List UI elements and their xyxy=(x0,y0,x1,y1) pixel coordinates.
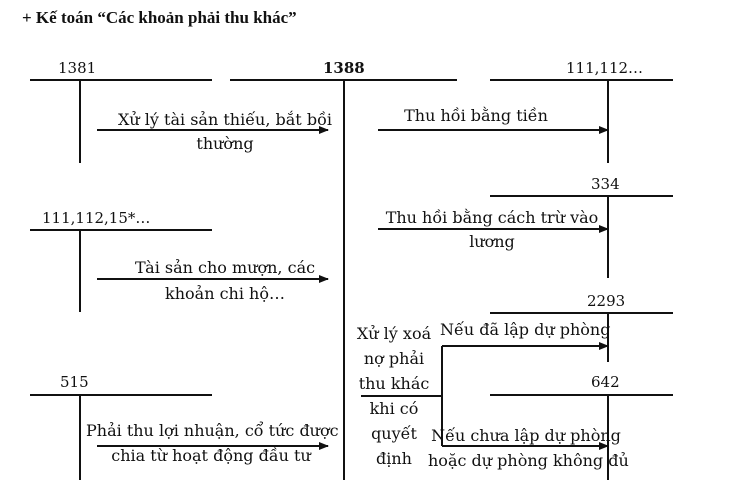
flow-investment-profit-line2: chia từ hoạt động đầu tư xyxy=(111,446,311,465)
account-111-right-label: 111,112… xyxy=(566,59,644,77)
flow-no-provision-line2: hoặc dự phòng không đủ xyxy=(428,451,629,470)
account-111-left-label: 111,112,15*… xyxy=(42,209,151,227)
flow-salary-deduction-line2: lương xyxy=(469,232,515,251)
flow-cash-recovery: Thu hồi bằng tiền xyxy=(404,106,548,125)
account-1381-label: 1381 xyxy=(58,59,97,77)
flow-investment-profit-line1: Phải thu lợi nhuận, cổ tức được xyxy=(86,421,339,440)
account-334-label: 334 xyxy=(591,175,620,193)
flow-asset-shortage-line1: Xử lý tài sản thiếu, bắt bồi xyxy=(118,110,332,129)
flow-write-off-line4: khi có xyxy=(369,399,419,418)
flow-provision-made: Nếu đã lập dự phòng xyxy=(440,320,611,339)
flow-write-off-line5: quyết xyxy=(371,424,417,443)
flow-write-off-line1: Xử lý xoá xyxy=(356,324,432,343)
flow-no-provision-line1: Nếu chưa lập dự phòng xyxy=(431,426,621,445)
flow-write-off-line2: nợ phải xyxy=(363,349,425,368)
flow-asset-lending-line1: Tài sản cho mượn, các xyxy=(134,258,316,277)
account-642-label: 642 xyxy=(591,373,620,391)
account-2293-label: 2293 xyxy=(587,292,626,310)
account-515-label: 515 xyxy=(60,373,89,391)
diagram-title: + Kế toán “Các khoản phải thu khác” xyxy=(22,8,297,27)
flow-asset-shortage-line2: thường xyxy=(196,134,254,153)
flow-salary-deduction-line1: Thu hồi bằng cách trừ vào xyxy=(385,208,599,227)
flow-write-off-line6: định xyxy=(376,449,412,468)
flow-asset-lending-line2: khoản chi hộ… xyxy=(165,284,285,303)
flow-write-off-line3: thu khác xyxy=(358,374,430,393)
account-1388-label: 1388 xyxy=(323,59,365,77)
